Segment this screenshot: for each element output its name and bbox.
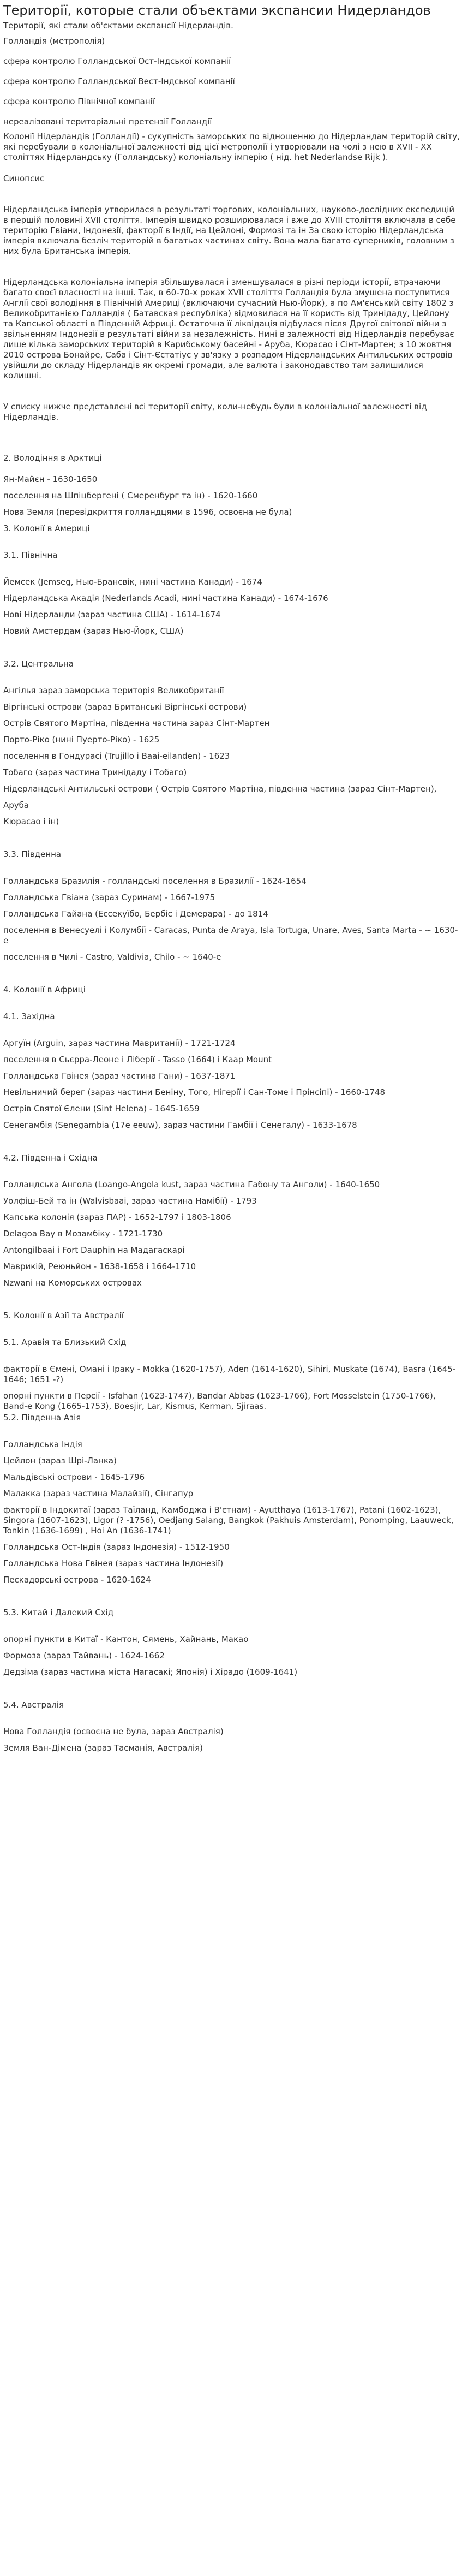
section-heading-north: 3.1. Північна xyxy=(3,550,58,560)
list-item: Голландська Ангола (Loango-Angola kust, зараз частина Габону та Анголи) - 1640-1650 xyxy=(3,1180,380,1189)
section-heading-asia: 5. Колонії в Азії та Австралії xyxy=(3,1311,124,1320)
list-item: поселення в Гондурасі (Trujillo і Baai-eilanden) - 1623 xyxy=(3,751,230,761)
list-item: Нова Голландія (освоєна не була, зараз Австралія) xyxy=(3,1727,224,1736)
list-item: поселення в Сьєрра-Леоне і Ліберії - Tasso (1664) і Каар Mount xyxy=(3,1055,272,1064)
list-item: факторії в Ємені, Омані і Іраку - Mokka (1620-1757), Aden (1614-1620), Sihiri, Muskate (1674), Basra (1645-1646; 1651 -?) xyxy=(3,1364,456,1384)
category-item: нереалізовані територіальні претензії Голландії xyxy=(3,117,212,127)
list-item: Голландська Гайана (Ессекуїбо, Бербіс і Демерара) - до 1814 xyxy=(3,909,268,919)
list-item: опорні пункти в Китаї - Кантон, Сямень, Хайнань, Макао xyxy=(3,1634,249,1644)
section-heading-china: 5.3. Китай і Далекий Схід xyxy=(3,1608,114,1617)
category-list xyxy=(3,36,460,132)
list-item: Кюрасао і ін) xyxy=(3,817,59,826)
paragraph-colonial-empire: Нідерландська колоніальна імперія збільшувалася і зменшувалася в різні періоди історії, втрачаючи багато своєї власності на інші. Так, в 60-70-х роках XVII століття Голландія була змушена поступитися Англії свої володіння в Північній Америці (включаючи сучасний Нью-Йорк), а по Ам'єнський світу 1802 з Великобританією Голландія ( Батавская республіка) відмовилася на її користь від Тринідаду, Цейлону та Капської області в Південній Африці. Остаточна її ліквідація відбулася після Другої світової війни з звільненням Індонезії в результаті війни за незалежність. Нині в залежності від Нідерландів перебуває лише кілька заморських територій в Карибському басейні - Аруба, Кюрасао і Сінт-Мартен; з 10 жовтня 2010 острова Бонайре, Саба і Сінт-Єстатіус у зв'язку з розпадом Нідерландських Антильських островів увійшли до складу Нідерландів як окремі громади, але валюта і законодавство там залишилися колишні. xyxy=(3,277,454,380)
list-item: поселення в Венесуелі і Колумбії - Caracas, Punta de Araya, Isla Tortuga, Unare, Aves, Santa Marta - ~ 1630-е xyxy=(3,925,458,945)
list-item: Цейлон (зараз Шрі-Ланка) xyxy=(3,1456,117,1466)
list-item: Нові Нідерланди (зараз частина США) - 1614-1674 xyxy=(3,610,221,620)
list-item: Острів Святого Мартіна, південна частина зараз Сінт-Мартен xyxy=(3,718,270,728)
list-item: Невільничий берег (зараз частини Беніну, Того, Нігерії і Сан-Томе і Прінсіпі) - 1660-1748 xyxy=(3,1087,386,1097)
list-item: Мальдівські острови - 1645-1796 xyxy=(3,1472,145,1482)
list-item: Тобаго (зараз частина Тринідаду і Тобаго) xyxy=(3,768,187,777)
list-item: поселення на Шпіцбергені ( Смеренбург та ін) - 1620-1660 xyxy=(3,491,258,501)
section-heading-america: 3. Колонії в Америці xyxy=(3,523,90,533)
paragraph-list-intro: У списку нижче представлені всі території світу, коли-небудь були в колоніальної залежності від Нідерландів. xyxy=(3,402,427,422)
section-heading-australia: 5.4. Австралія xyxy=(3,1700,64,1710)
list-item: опорні пункти в Персії - Isfahan (1623-1747), Bandar Abbas (1623-1766), Fort Mosselstein (1750-1766), Band-e Kong (1665-1753), Boesjir, Lar, Kismus, Kerman, Sjiraas. xyxy=(3,1391,436,1411)
list-item: Новий Амстердам (зараз Нью-Йорк, США) xyxy=(3,626,184,636)
list-item: Острів Святої Єлени (Sint Helena) - 1645-1659 xyxy=(3,1104,200,1114)
section-heading-south: 3.3. Південна xyxy=(3,849,62,859)
list-item: Nzwani на Коморських островах xyxy=(3,1278,142,1288)
list-item: Аргуїн (Arguin, зараз частина Мавританії) - 1721-1724 xyxy=(3,1038,236,1048)
list-item: Нідерландська Акадія (Nederlands Acadi, нині частина Канади) - 1674-1676 xyxy=(3,593,328,603)
list-item: Земля Ван-Дімена (зараз Тасманія, Австралія) xyxy=(3,1743,203,1753)
category-item: Голландія (метрополія) xyxy=(3,36,105,46)
section-heading-central: 3.2. Центральна xyxy=(3,659,74,669)
list-item: Сенегамбія (Senegambia (17e eeuw), зараз частини Гамбії і Сенегалу) - 1633-1678 xyxy=(3,1120,357,1130)
list-item: Формоза (зараз Тайвань) - 1624-1662 xyxy=(3,1651,165,1661)
list-item: Дедзіма (зараз частина міста Нагасакі; Японія) і Хірадо (1609-1641) xyxy=(3,1667,298,1677)
list-item: Голландська Гвіана (зараз Суринам) - 1667-1975 xyxy=(3,893,215,902)
list-item: Уолфіш-Бей та ін (Walvisbaai, зараз частина Намібії) - 1793 xyxy=(3,1196,257,1206)
category-item: сфера контролю Голландської Вест-Індської компанії xyxy=(3,76,235,86)
list-item: Ян-Майєн - 1630-1650 xyxy=(3,474,98,484)
list-item: Нова Земля (перевідкриття голландцями в 1596, освоєна не була) xyxy=(3,507,292,517)
list-item: Нідерландські Антильські острови ( Острів Святого Мартіна, південна частина (зараз Сінт-Мартен), xyxy=(3,784,437,794)
list-item: Голландська Бразилія - голландські поселення в Бразилії - 1624-1654 xyxy=(3,876,307,886)
list-item: Голландська Гвінея (зараз частина Гани) - 1637-1871 xyxy=(3,1071,236,1081)
paragraph-dutch-empire: Нідерландська імперія утворилася в результаті торгових, колоніальних, науково-дослідних експедицій в першій половині XVII століття. Імперія швидко розширювалася і вже до XVIII століття включала в себе територію Гвіани, Індонезії, факторії в Індії, на Цейлоні, Формозі та ін За свою історію Нідерландська імперія включала безліч територій в багатьох частинах світу. Вона мала багато суперників, головним з них була Британська імперія. xyxy=(3,205,456,256)
list-item: Порто-Ріко (нині Пуерто-Ріко) - 1625 xyxy=(3,735,160,745)
list-item: Маврикій, Реюньйон - 1638-1658 і 1664-1710 xyxy=(3,1262,196,1271)
list-item: Пескадорські острова - 1620-1624 xyxy=(3,1575,151,1585)
list-item: Аруба xyxy=(3,800,29,810)
section-heading-synopsis: Синопсис xyxy=(3,174,45,183)
list-item: Йемсек (Jemseg, Нью-Брансвік, нині частина Канади) - 1674 xyxy=(3,577,262,587)
list-item: Голландська Нова Гвінея (зараз частина Індонезії) xyxy=(3,1558,224,1568)
section-heading-south-east: 4.2. Південна і Східна xyxy=(3,1153,98,1163)
list-item: Ангілья зараз заморська територія Великобританії xyxy=(3,686,224,695)
list-item: Голландська Індія xyxy=(3,1439,82,1449)
section-heading-west: 4.1. Західна xyxy=(3,1012,55,1021)
page-title: Території, которые стали объектами экспансии Нидерландов xyxy=(3,3,431,18)
list-item: Капська колонія (зараз ПАР) - 1652-1797 і 1803-1806 xyxy=(3,1212,231,1222)
list-item: факторії в Індокитаї (зараз Таїланд, Камбоджа і В'єтнам) - Ayutthaya (1613-1767), Patani (1602-1623), Singora (1607-1623), Ligor (? -1756), Oedjang Salang, Bangkok (Pakhuis Amsterdam), Ponomping, Laauweck, Tonkin (1636-1699) , Hoi An (1636-1741) xyxy=(3,1505,454,1536)
list-item: Delagoa Bay в Мозамбіку - 1721-1730 xyxy=(3,1229,163,1239)
section-heading-arabia: 5.1. Аравія та Близький Схід xyxy=(3,1337,127,1347)
list-item: Antongilbaai і Fort Dauphin на Мадагаскарі xyxy=(3,1245,185,1255)
list-item: Віргінські острови (зараз Британські Віргінські острови) xyxy=(3,702,247,712)
category-item: сфера контролю Голландської Ост-Індської компанії xyxy=(3,56,231,66)
list-item: поселення в Чилі - Castro, Valdivia, Chilo - ~ 1640-е xyxy=(3,952,221,962)
paragraph-colonies: Колонії Нідерландів (Голландії) - сукупність заморських по відношенню до Нідерландам територій світу, які перебували в колоніальної залежності від цієї метрополії і утворювали на чолі з нею в XVII - XX століттях Нідерландську (Голландську) колоніальну імперію ( нід. het Nederlandse Rijk ). xyxy=(3,132,460,162)
list-item: Малакка (зараз частина Малайзії), Сінгапур xyxy=(3,1489,194,1498)
list-item: Голландська Ост-Індія (зараз Індонезія) - 1512-1950 xyxy=(3,1542,230,1552)
category-item: сфера контролю Північної компанії xyxy=(3,97,155,106)
section-heading-south-asia: 5.2. Південна Азія xyxy=(3,1413,81,1423)
section-heading-africa: 4. Колонії в Африці xyxy=(3,985,86,995)
section-heading-arctic: 2. Володіння в Арктиці xyxy=(3,453,102,463)
intro-text: Території, які стали об'єктами експансії Нідерландів. xyxy=(3,21,233,31)
